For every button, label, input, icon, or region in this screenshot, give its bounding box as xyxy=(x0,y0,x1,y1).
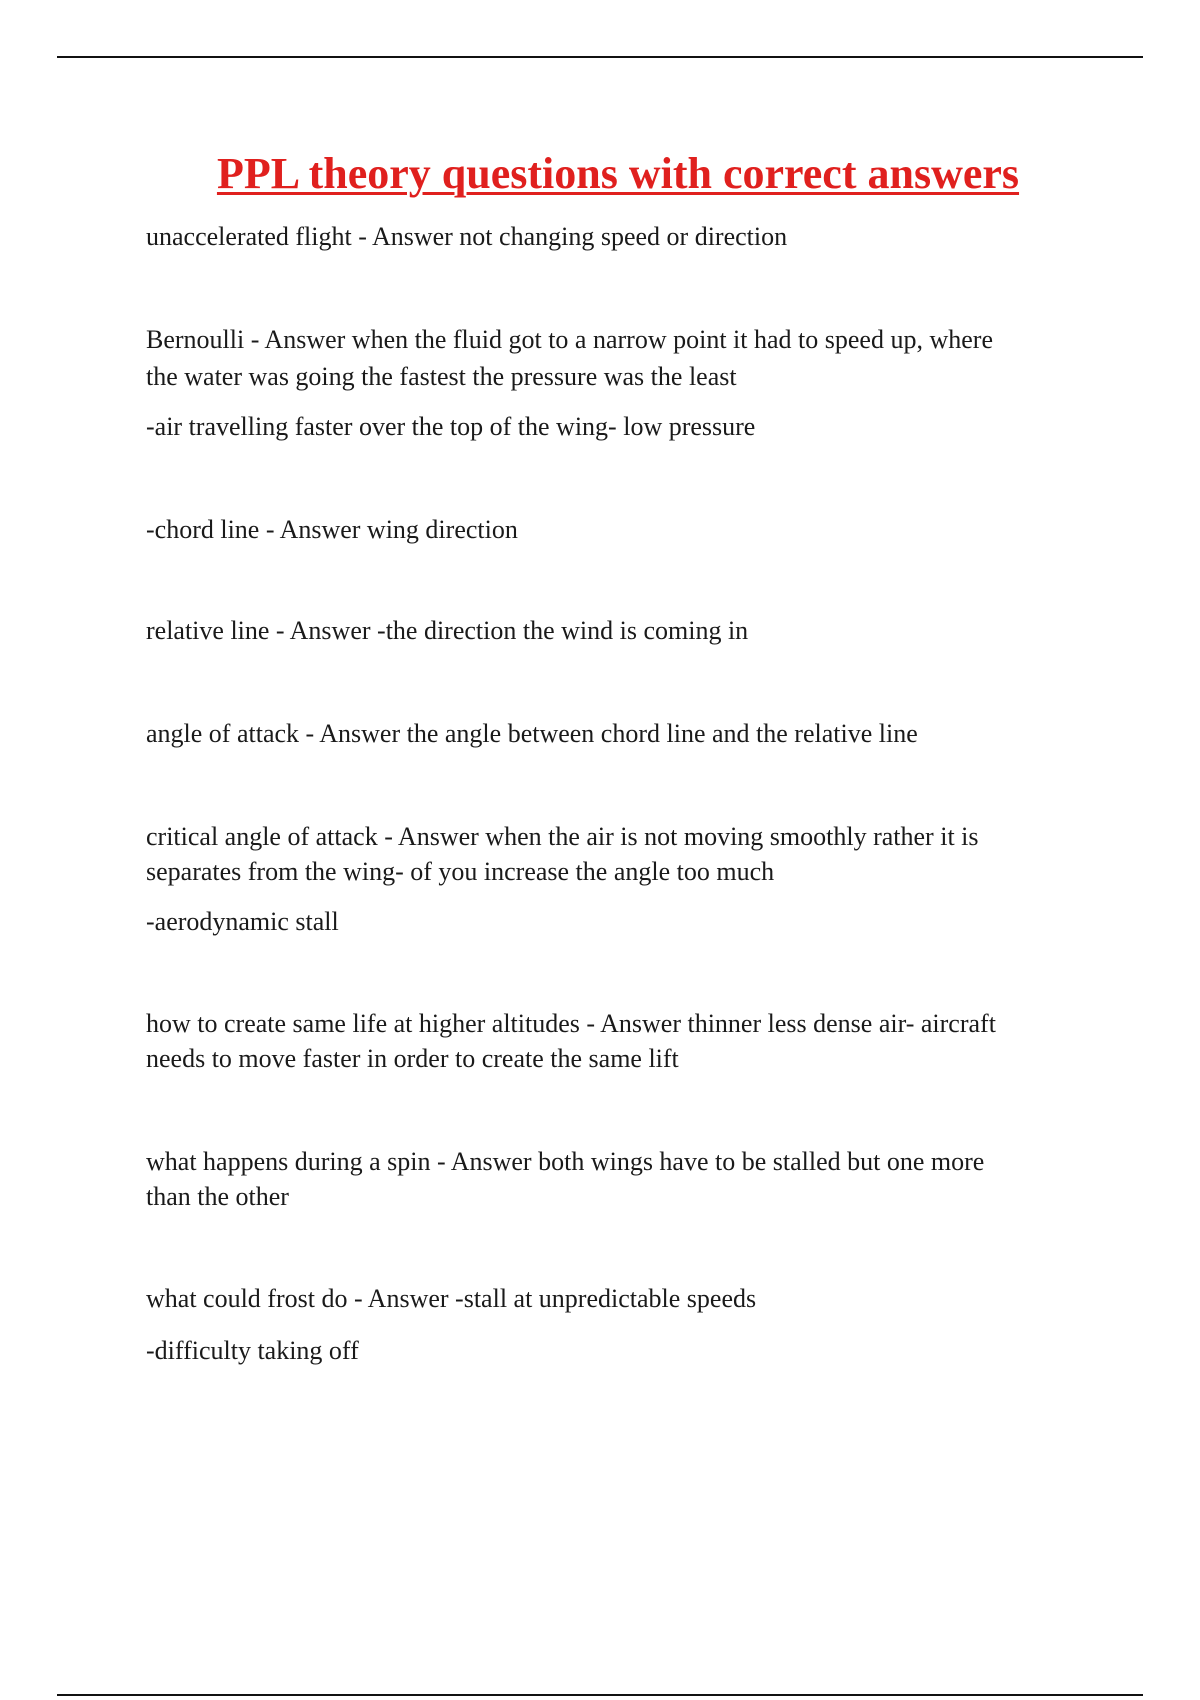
qa-line: than the other xyxy=(146,1182,289,1211)
qa-line: -chord line - Answer wing direction xyxy=(146,515,518,544)
qa-line: what could frost do - Answer -stall at unpredictable speeds xyxy=(146,1284,757,1313)
qa-line: needs to move faster in order to create the same lift xyxy=(146,1044,679,1073)
qa-line: how to create same life at higher altitudes - Answer thinner less dense air- aircraft xyxy=(146,1009,996,1038)
qa-line: the water was going the fastest the pressure was the least xyxy=(146,362,737,391)
document-title: PPL theory questions with correct answers xyxy=(216,149,1020,198)
qa-line: relative line - Answer -the direction the wind is coming in xyxy=(146,616,749,645)
bottom-rule xyxy=(57,1694,1143,1696)
qa-line: -aerodynamic stall xyxy=(146,907,339,936)
qa-line: -air travelling faster over the top of the wing- low pressure xyxy=(146,412,756,441)
qa-line: critical angle of attack - Answer when the air is not moving smoothly rather it is xyxy=(146,822,979,851)
qa-line: -difficulty taking off xyxy=(146,1336,359,1365)
qa-line: unaccelerated flight - Answer not changing speed or direction xyxy=(146,222,788,251)
top-rule xyxy=(57,56,1143,58)
qa-line: what happens during a spin - Answer both wings have to be stalled but one more xyxy=(146,1147,985,1176)
qa-line: separates from the wing- of you increase the angle too much xyxy=(146,857,775,886)
qa-line: Bernoulli - Answer when the fluid got to a narrow point it had to speed up, where xyxy=(146,325,993,354)
qa-line: angle of attack - Answer the angle between chord line and the relative line xyxy=(146,719,918,748)
